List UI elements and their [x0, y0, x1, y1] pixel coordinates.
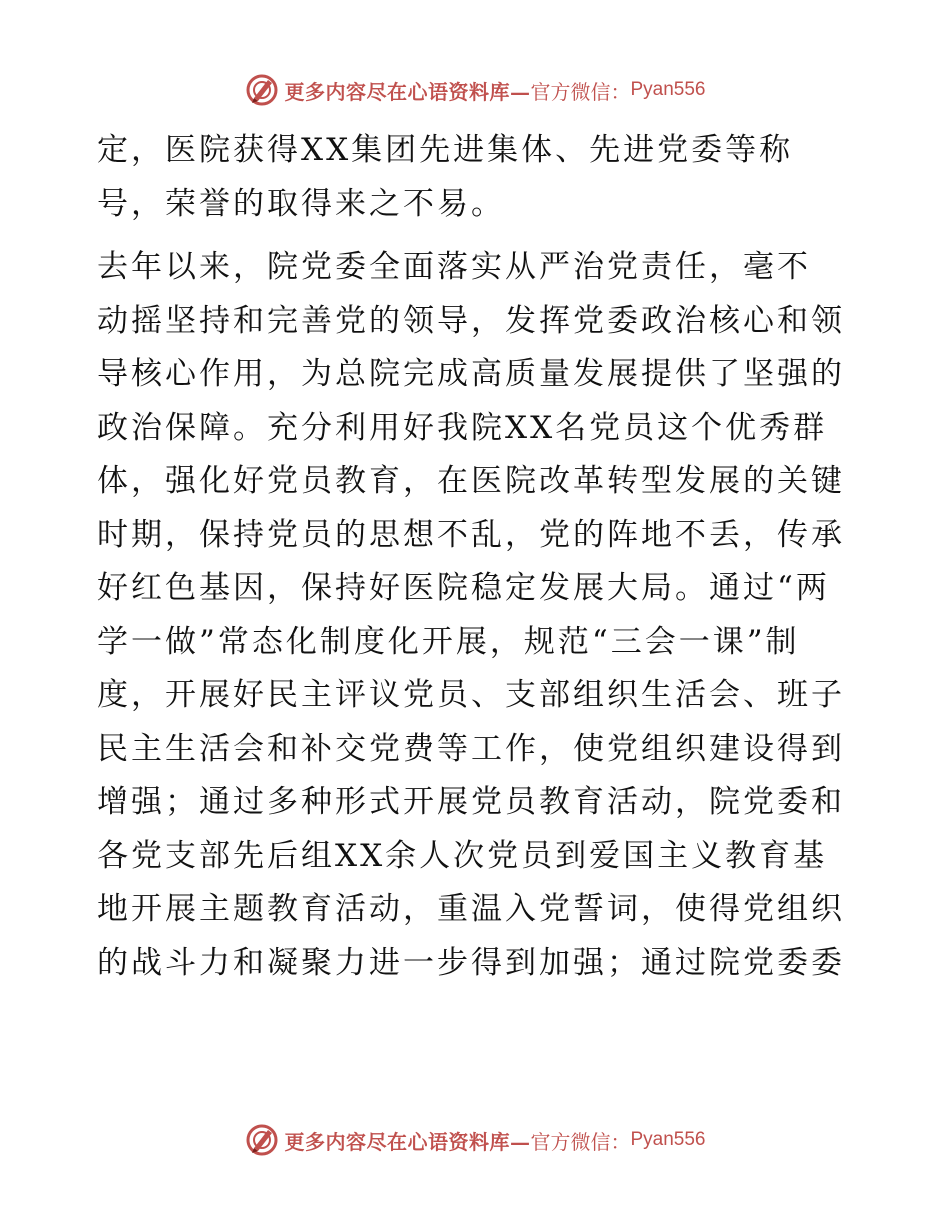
banner-wechat-label: 官方微信： — [530, 1129, 631, 1154]
text-line: 定，医院获得XX集团先进集体、先进党委等称 — [97, 132, 794, 168]
paragraph-2 — [97, 241, 857, 990]
footer-banner — [0, 1120, 950, 1160]
banner-wechat-id: Pyan556 — [630, 1129, 706, 1150]
text-line: 政治保障。充分利用好我院XX名党员这个优秀群 — [97, 409, 828, 446]
text-line: 民主生活会和补交党费等工作，使党组织建设得到 — [97, 730, 845, 767]
text-line: 动摇坚持和完善党的领导，发挥党委政治核心和领 — [97, 302, 845, 339]
text-line: 好红色基因，保持好医院稳定发展大局。通过“两 — [97, 570, 830, 606]
paragraph-1 — [97, 124, 857, 231]
text-line: 导核心作用，为总院完成高质量发展提供了坚强的 — [97, 356, 845, 392]
text-line: 度，开展好民主评议党员、支部组织生活会、班子 — [97, 677, 845, 713]
banner-text: 更多内容尽在心语资料库— — [284, 79, 531, 104]
banner-wechat-label: 官方微信： — [530, 79, 631, 104]
pen-logo-icon — [244, 72, 280, 108]
document-body — [97, 124, 857, 990]
text-line: 地开展主题教育活动，重温入党誓词，使得党组织 — [97, 891, 845, 927]
header-banner — [0, 70, 950, 110]
text-line: 各党支部先后组XX余人次党员到爱国主义教育基 — [97, 837, 828, 874]
banner-wechat-id: Pyan556 — [630, 79, 706, 100]
text-line: 学一做”常态化制度化开展，规范“三会一课”制 — [97, 623, 800, 660]
text-line: 体，强化好党员教育，在医院改革转型发展的关键 — [97, 463, 845, 499]
text-line: 时期，保持党员的思想不乱，党的阵地不丢，传承 — [97, 516, 845, 553]
text-line: 去年以来，院党委全面落实从严治党责任，毫不 — [97, 249, 811, 285]
banner-text: 更多内容尽在心语资料库— — [284, 1129, 531, 1154]
text-line: 的战斗力和凝聚力进一步得到加强；通过院党委委 — [97, 944, 845, 981]
pen-logo-icon — [244, 1122, 280, 1158]
text-line: 增强；通过多种形式开展党员教育活动，院党委和 — [97, 784, 845, 820]
text-line: 号，荣誉的取得来之不易。 — [97, 185, 505, 222]
